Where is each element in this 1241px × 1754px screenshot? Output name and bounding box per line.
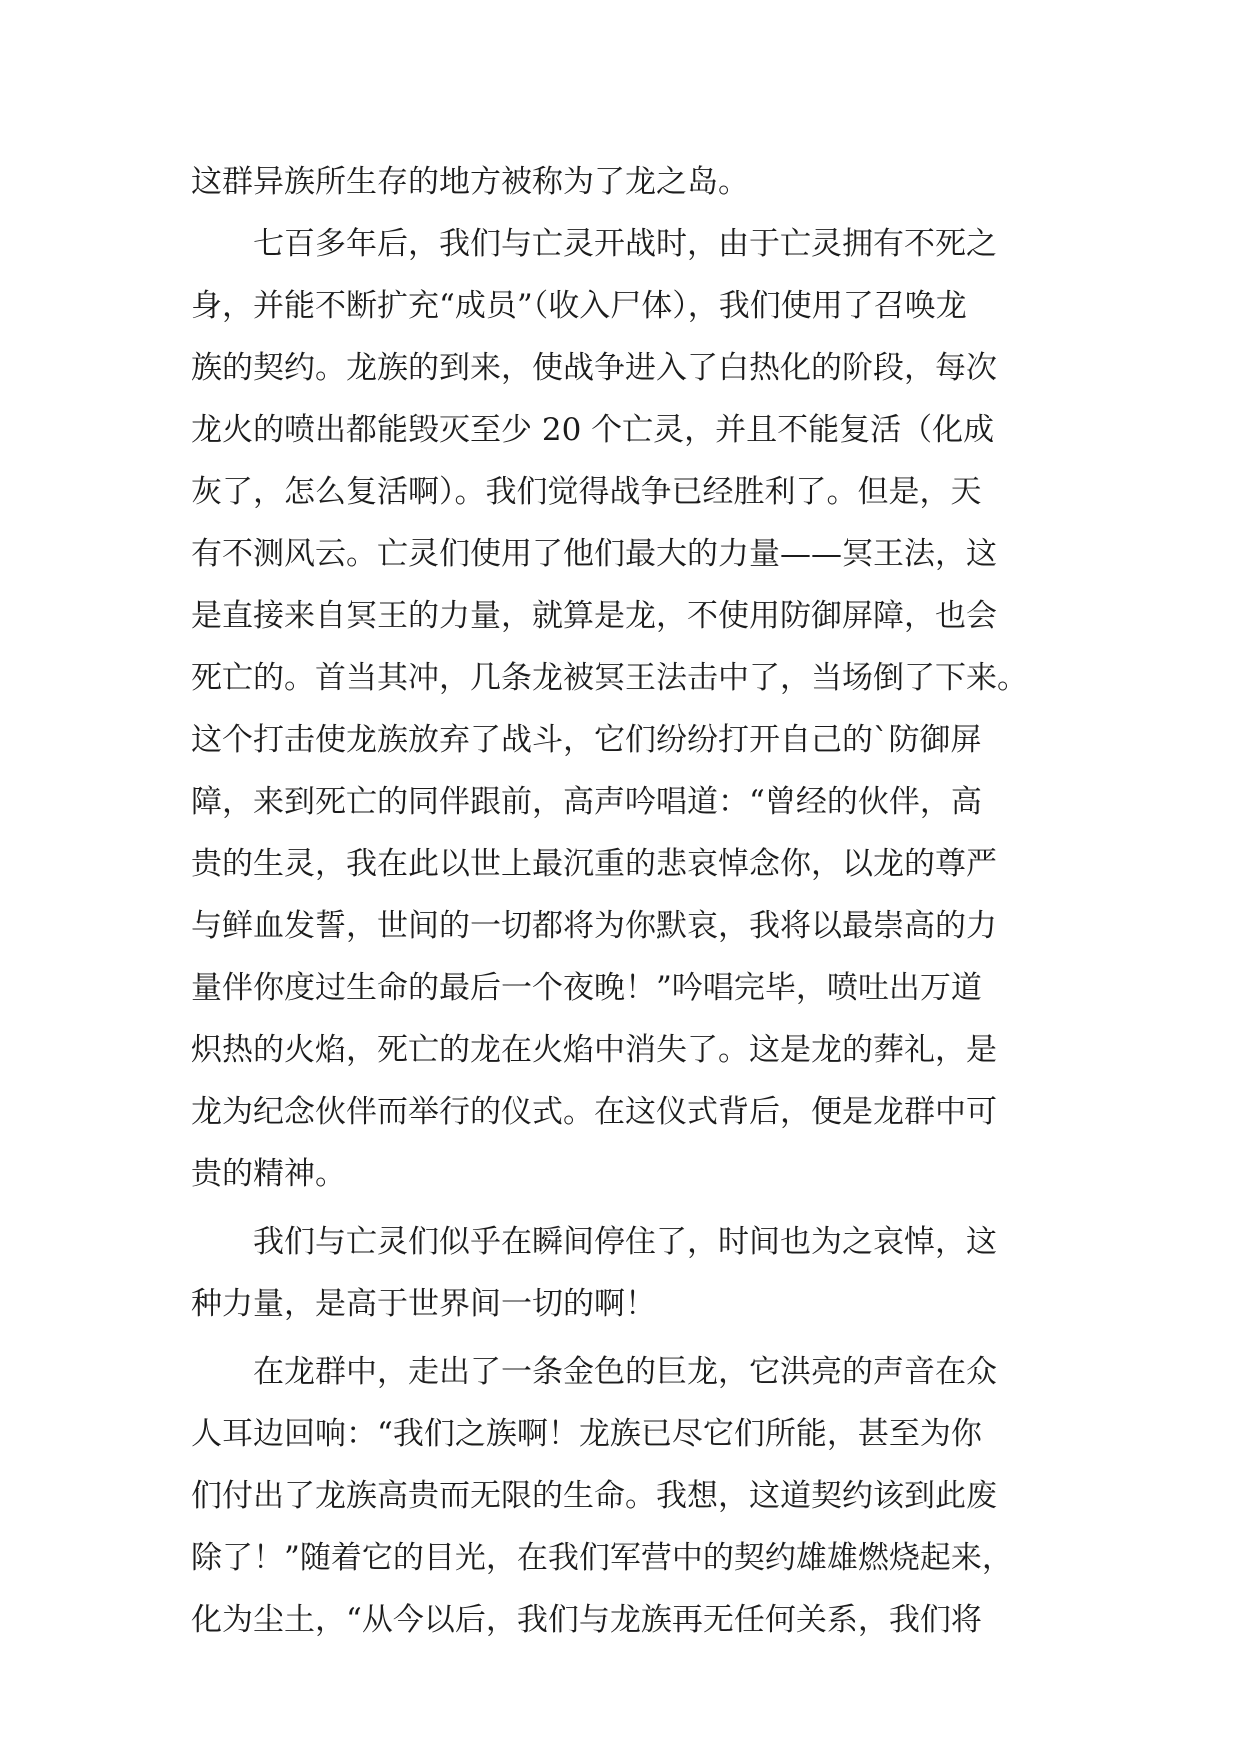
text-line: 在龙群中，走出了一条金色的巨龙，它洪亮的声音在众 (191, 1354, 997, 1390)
text-line: 族的契约。龙族的到来，使战争进入了白热化的阶段，每次 (191, 350, 997, 386)
text-line: 障，来到死亡的同伴跟前，高声吟唱道：“曾经的伙伴，高 (191, 784, 982, 820)
text-line: 贵的生灵，我在此以世上最沉重的悲哀悼念你，以龙的尊严 (191, 846, 997, 882)
text-line: 是直接来自冥王的力量，就算是龙，不使用防御屏障，也会 (191, 598, 997, 634)
text-line: 种力量，是高于世界间一切的啊！ (191, 1286, 656, 1322)
text-line: 与鲜血发誓，世间的一切都将为你默哀，我将以最崇高的力 (191, 908, 997, 944)
text-line: 们付出了龙族高贵而无限的生命。我想，这道契约该到此废 (191, 1478, 997, 1514)
text-line: 化为尘土，“从今以后，我们与龙族再无任何关系，我们将 (191, 1602, 982, 1638)
text-line: 龙火的喷出都能毁灭至少 20 个亡灵，并且不能复活（化成 (191, 412, 995, 448)
text-line: 龙为纪念伙伴而举行的仪式。在这仪式背后，便是龙群中可 (191, 1094, 997, 1130)
text-line: 有不测风云。亡灵们使用了他们最大的力量——冥王法，这 (191, 536, 997, 572)
text-line: 量伴你度过生命的最后一个夜晚！”吟唱完毕，喷吐出万道 (191, 970, 982, 1006)
text-line: 灰了，怎么复活啊）。我们觉得战争已经胜利了。但是，天 (191, 474, 982, 510)
text-line: 人耳边回响：“我们之族啊！龙族已尽它们所能，甚至为你 (191, 1416, 982, 1452)
text-line: 除了！”随着它的目光，在我们军营中的契约雄雄燃烧起来， (191, 1540, 1013, 1576)
text-line: 七百多年后，我们与亡灵开战时，由于亡灵拥有不死之 (191, 226, 997, 262)
text-line: 这群异族所生存的地方被称为了龙之岛。 (191, 164, 749, 200)
text-line: 我们与亡灵们似乎在瞬间停住了，时间也为之哀悼，这 (191, 1224, 997, 1260)
text-line: 身，并能不断扩充“成员”（收入尸体），我们使用了召唤龙 (191, 288, 967, 324)
text-line: 炽热的火焰，死亡的龙在火焰中消失了。这是龙的葬礼，是 (191, 1032, 997, 1068)
text-line: 这个打击使龙族放弃了战斗，它们纷纷打开自己的`防御屏 (191, 722, 982, 758)
text-line: 死亡的。首当其冲，几条龙被冥王法击中了，当场倒了下来。 (191, 660, 1028, 696)
text-line: 贵的精神。 (191, 1156, 346, 1192)
